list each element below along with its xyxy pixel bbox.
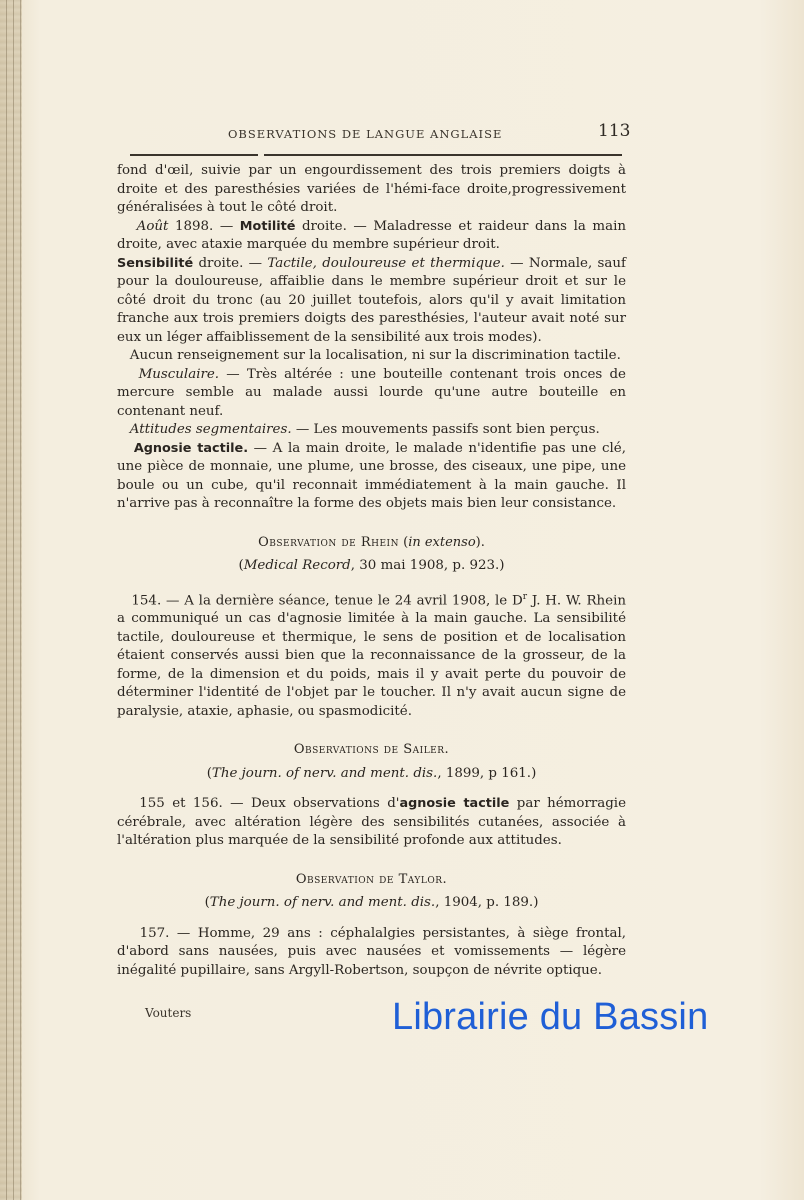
watermark-librairie: Librairie du Bassin [392,996,709,1038]
paragraph-text: par hémorragie cérébrale, avec altération légère des sensibilités cutanées, associée à l'altération plus marquée de la sensibilité profonde aux attitudes. [117,796,627,849]
source-details: , 1899, p 161. [437,765,532,781]
section-title-text: Observation de Taylor. [295,871,448,887]
source-taylor: (The journ. of nerv. and ment. dis., 1904, p. 189.) [204,895,539,911]
paragraph-text: — Deux observations d' [222,796,400,812]
page-header [228,121,631,145]
paragraph-154 [117,588,626,722]
section-title-italic: in extenso [408,534,476,550]
paragraph-text: droite. — Maladresse et raideur dans la main droite, avec ataxie marquée du membre supérieur droit. [117,218,627,252]
superscript: r [522,591,528,602]
paragraph-text: fond d'œil, suivie par un engourdissement des trois premiers doigts à droite et des paresthésies variées de l'hémi-face droite,progressivement généralisées à tout le côté droit. [117,163,626,215]
paragraph [117,440,626,514]
paragraph-text: J. H. W. Rhein a communiqué un cas d'agnosie limitée à la main gauche. La sensibilité tactile, douloureuse et thermique, le sens de position et de localisation étaient conservés aussi bien que la reconnaissance de la grosseur, de la forme, de la dimension et du poids, mais il y avait perte du pouvoir de déterminer l'identité de l'objet par le toucher. Il n'y avait aucun signe de paralysie, ataxie, aphasie, ou spasmodicité. [117,592,626,719]
paragraph-155-156 [117,795,626,851]
section-title-taylor [117,871,626,890]
section-title-rhein: Observation de Rhein (in extenso). [258,534,485,550]
bold-term: agnosie tactile [399,796,510,812]
italic-text: Musculaire. [138,366,220,382]
observation-number: 157. [139,925,170,941]
binding-line [6,0,7,1200]
paragraph-157 [117,925,626,981]
paragraph-text: Aucun renseignement sur la localisation, ni sur la discrimination tactile. [129,348,621,363]
section-title-text: Observations de Sailer. [293,742,450,758]
observation-number: 155 et 156. [139,796,223,812]
paragraph-text: 1898. — [168,218,240,234]
heading-sensibilite: Sensibilité [117,255,194,271]
source-rhein: (Medical Record, 30 mai 1908, p. 923.) [238,558,505,573]
heading-motilite: Motilité [239,218,296,234]
paragraph-text: — Homme, 29 ans : céphalalgies persistantes, à siège frontal, d'abord sans nausées, puis avec nausées et vomissements — légère inégalité pupillaire, sans Argyll-Robertson, soupçon de névrite optique. [117,925,626,978]
paragraph [117,366,626,422]
paragraph-text: — A la main droite, le malade n'identifie pas une clé, une pièce de monnaie, une plume, une brosse, des ciseaux, une pipe, une boule ou un cube, qu'il reconnait immédiatement à la main gauche. Il n'arrive pas à reconnaître la forme des objets mais bien leur consistance. [117,440,626,511]
observation-number: 154. [131,592,162,608]
signature-vouters: Vouters [145,1006,192,1020]
header-rule-gap [258,152,264,158]
running-title: OBSERVATIONS DE LANGUE ANGLAISE [228,127,503,141]
main-text [117,162,626,980]
binding-line [13,0,14,1200]
paragraph-text: — Normale, sauf pour la douloureuse, affaiblie dans le membre supérieur droit et sur le côté droit du tronc (au 20 juillet toutefois, alors qu'il y avait limitation franche aux trois premiers doigts des paresthésies, l'auteur avait noté sur eux un léger affaiblissement de la sensibilité aux trois modes). [117,255,626,345]
paragraph-text: — A la dernière séance, tenue le 24 avril 1908, le D [161,592,523,608]
source-journal: The journ. of nerv. and ment. dis. [209,895,436,911]
header-rule [130,154,622,156]
paragraph [117,218,626,255]
page-number: 113 [598,121,631,141]
source-sailer: (The journ. of nerv. and ment. dis., 1899, p 161.) [206,765,537,781]
page-binding-edge [0,0,22,1200]
binding-line [20,0,21,1200]
paragraph-text: — Très altérée : une bouteille contenant trois onces de mercure semble au malade aussi lourde qu'une autre bouteille en contenant neuf. [117,366,626,419]
italic-text: Attitudes segmentaires. [129,422,292,437]
paragraph [117,347,626,366]
source-journal: The journ. of nerv. and ment. dis. [211,765,438,781]
section-title-sailer [117,741,626,760]
paragraph [117,421,626,440]
heading-agnosie: Agnosie tactile. [133,440,249,456]
date-label: Août [136,218,169,234]
italic-text: Tactile, douloureuse et thermique. [267,255,505,271]
paragraph [117,255,626,348]
paragraph-text: droite. — [193,255,268,271]
source-journal: Medical Record [243,558,351,573]
source-details: , 30 mai 1908, p. 923. [350,558,500,573]
section-title-text: Observation de Rhein [258,534,399,550]
paragraph-text: — Les mouvements passifs sont bien perçus. [291,422,600,437]
paragraph [117,162,626,218]
source-details: , 1904, p. 189. [435,895,534,911]
